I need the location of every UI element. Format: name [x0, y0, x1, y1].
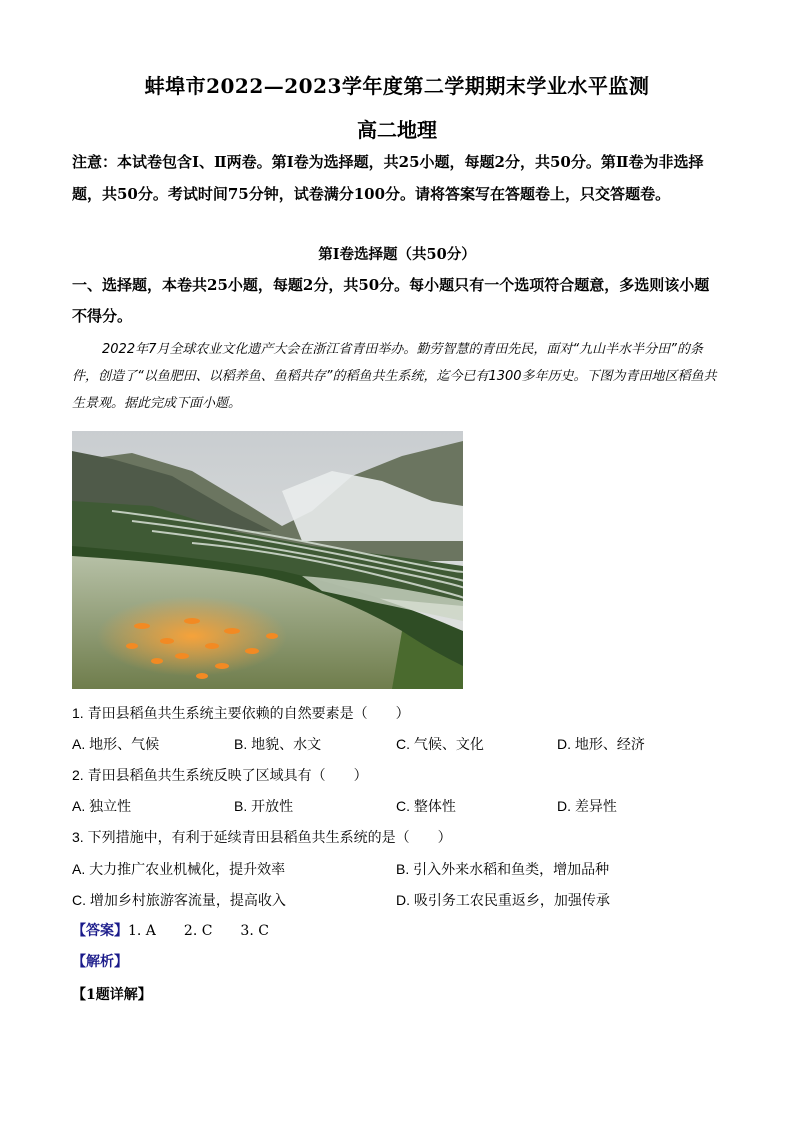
question-2-stem: 2. 青田县稻鱼共生系统反映了区域具有（ ）	[72, 767, 368, 783]
exam-notice: 注意：本试卷包含Ⅰ、Ⅱ两卷。第Ⅰ卷为选择题，共25小题，每题2分，共50分。第Ⅱ卷为非选择题，共50分。考试时间75分钟，试卷满分100分。请将答案写在答题卷上，只交答题卷。	[72, 153, 704, 203]
question-1-option-b[interactable]: B. 地貌、水文	[234, 736, 322, 752]
exam-subject: 高二地理	[357, 118, 437, 142]
question-1-option-c[interactable]: C. 气候、文化	[396, 736, 484, 752]
rice-fish-terrace-photo	[72, 431, 463, 689]
question-2-option-d[interactable]: D. 差异性	[557, 798, 617, 814]
question-1-option-a[interactable]: A. 地形、气候	[72, 736, 160, 752]
section-heading: 第Ⅰ卷选择题（共50分）	[318, 246, 476, 263]
analysis-label: 【解析】	[72, 954, 128, 970]
answer-values: 1. A 2. C 3. C	[128, 923, 269, 939]
question-3-option-c[interactable]: C. 增加乡村旅游客流量，提高收入	[72, 892, 286, 908]
question-2-option-c[interactable]: C. 整体性	[396, 798, 456, 814]
question-1-stem: 1. 青田县稻鱼共生系统主要依赖的自然要素是（ ）	[72, 705, 410, 721]
answer-label: 【答案】	[72, 923, 128, 939]
question-3-option-b[interactable]: B. 引入外来水稻和鱼类，增加品种	[396, 861, 610, 877]
question-2-option-a[interactable]: A. 独立性	[72, 798, 132, 814]
question-3-option-a[interactable]: A. 大力推广农业机械化，提升效率	[72, 861, 286, 877]
question-3-stem: 3. 下列措施中，有利于延续青田县稻鱼共生系统的是（ ）	[72, 829, 452, 845]
question-1-detail-label: 【1题详解】	[72, 987, 152, 1003]
question-3-option-d[interactable]: D. 吸引务工农民重返乡，加强传承	[396, 892, 610, 908]
exam-title: 蚌埠市2022—2023学年度第二学期期末学业水平监测	[144, 74, 650, 98]
answer-line	[72, 920, 269, 940]
question-2-option-b[interactable]: B. 开放性	[234, 798, 294, 814]
part-one-instructions: 一、选择题，本卷共25小题，每题2分，共50分。每小题只有一个选项符合题意，多选则该小题不得分。	[72, 276, 710, 325]
question-1-option-d[interactable]: D. 地形、经济	[557, 736, 645, 752]
question-intro-paragraph: 2022年7月全球农业文化遗产大会在浙江省青田举办。勤劳智慧的青田先民，面对“九山半水半分田”的条件，创造了“以鱼肥田、以稻养鱼、鱼稻共存”的稻鱼共生系统，迄今已有1300多年历史。下图为青田地区稻鱼共生景观。据此完成下面小题。	[72, 342, 717, 411]
